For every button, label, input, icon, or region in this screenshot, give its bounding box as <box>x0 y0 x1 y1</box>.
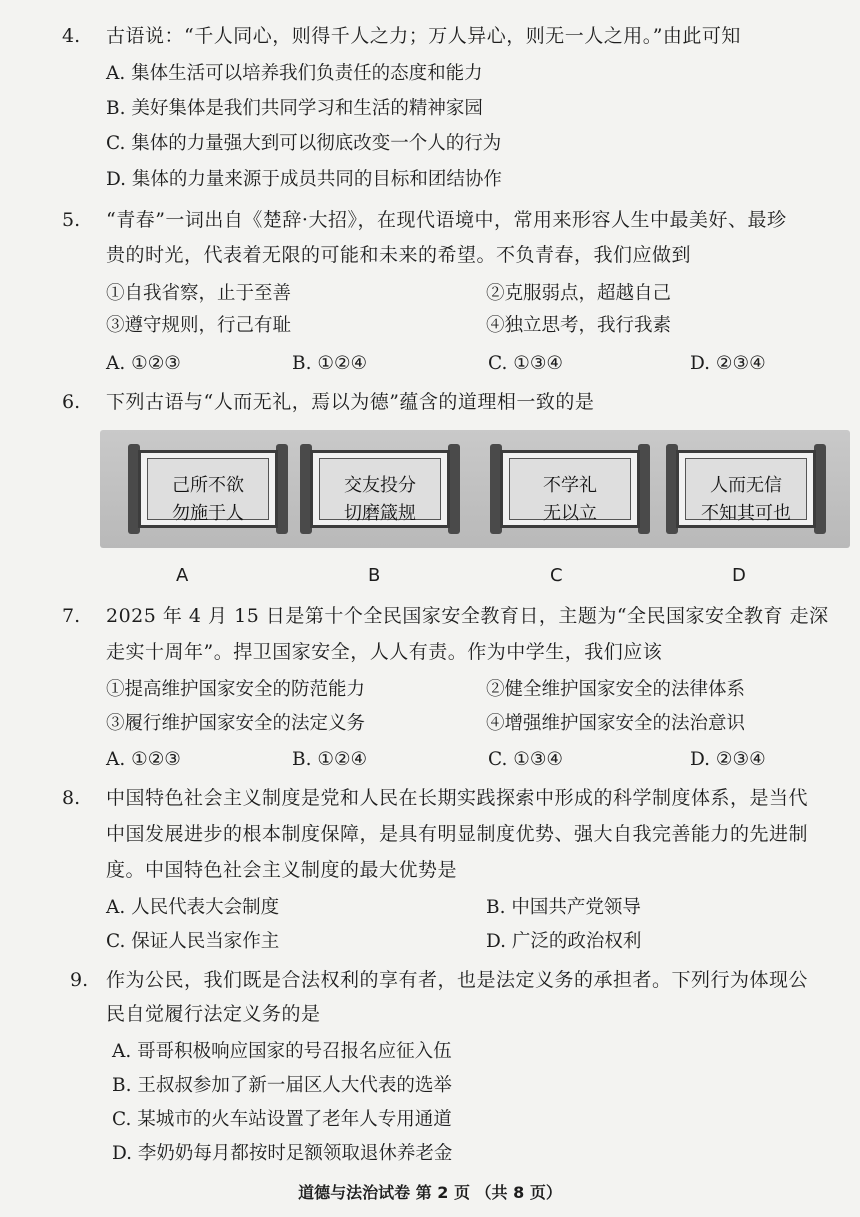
scroll-d-line2: 不知其可也 <box>701 503 791 524</box>
q8-stem-line2: 中国发展进步的根本制度保障，是具有明显制度优势、强大自我完善能力的先进制 <box>106 823 809 845</box>
q5-choice-c: C. ①③④ <box>488 353 564 374</box>
page-footer: 道德与法治试卷 第 2 页 （共 8 页） <box>298 1183 562 1202</box>
scroll-a <box>128 444 288 534</box>
scroll-a-line2: 勿施于人 <box>172 503 244 524</box>
q4-option-c: C. 集体的力量强大到可以彻底改变一个人的行为 <box>106 133 502 154</box>
q8-stem-line3: 度。中国特色社会主义制度的最大优势是 <box>106 859 458 881</box>
q8-choice-d: D. 广泛的政治权利 <box>486 931 642 952</box>
q4-option-d: D. 集体的力量来源于成员共同的目标和团结协作 <box>106 169 502 190</box>
q8-choice-c: C. 保证人民当家作主 <box>106 931 280 952</box>
q7-number: 7. <box>62 605 81 627</box>
scroll-c-line1: 不学礼 <box>543 475 597 496</box>
q5-item-4: ④独立思考，我行我素 <box>486 315 672 336</box>
q7-choice-d: D. ②③④ <box>690 749 766 770</box>
q8-stem-line1: 中国特色社会主义制度是党和人民在长期实践探索中形成的科学制度体系，是当代 <box>106 787 809 809</box>
q4-number: 4. <box>62 25 81 47</box>
q7-stem-line1: 2025 年 4 月 15 日是第十个全民国家安全教育日，主题为“全民国家安全教育 走深 <box>106 605 829 627</box>
q4-stem: 古语说：“千人同心，则得千人之力；万人异心，则无一人之用。”由此可知 <box>106 25 741 47</box>
q7-choice-a: A. ①②③ <box>106 749 181 770</box>
scroll-label-b: B <box>368 565 381 586</box>
scroll-c <box>490 444 650 534</box>
q7-item-4: ④增强维护国家安全的法治意识 <box>486 713 746 734</box>
q7-stem-line2: 走实十周年”。捍卫国家安全，人人有责。作为中学生，我们应该 <box>106 641 663 663</box>
q5-item-1: ①自我省察，止于至善 <box>106 283 292 304</box>
scroll-b-line2: 切磨箴规 <box>344 503 416 524</box>
scroll-label-c: C <box>550 565 563 586</box>
q4-option-a: A. 集体生活可以培养我们负责任的态度和能力 <box>106 63 483 84</box>
q6-number: 6. <box>62 391 81 413</box>
q9-stem-line1: 作为公民，我们既是合法权利的享有者，也是法定义务的承担者。下列行为体现公 <box>106 969 809 991</box>
q5-choice-b: B. ①②④ <box>292 353 368 374</box>
scroll-images-strip <box>100 430 850 548</box>
q9-option-b: B. 王叔叔参加了新一届区人大代表的选举 <box>112 1075 452 1096</box>
q9-number: 9. <box>70 969 89 991</box>
q9-stem-line2: 民自觉履行法定义务的是 <box>106 1003 321 1025</box>
q9-option-c: C. 某城市的火车站设置了老年人专用通道 <box>112 1109 452 1130</box>
scroll-a-line1: 己所不欲 <box>172 475 244 496</box>
q5-choice-d: D. ②③④ <box>690 353 766 374</box>
q9-option-d: D. 李奶奶每月都按时足额领取退休养老金 <box>112 1143 453 1164</box>
scroll-b <box>300 444 460 534</box>
q4-option-b: B. 美好集体是我们共同学习和生活的精神家园 <box>106 98 483 119</box>
scroll-c-line2: 无以立 <box>543 503 597 524</box>
q7-item-3: ③履行维护国家安全的法定义务 <box>106 713 366 734</box>
q8-choice-b: B. 中国共产党领导 <box>486 897 641 918</box>
scroll-label-d: D <box>732 565 746 586</box>
q7-item-2: ②健全维护国家安全的法律体系 <box>486 679 746 700</box>
q7-choice-c: C. ①③④ <box>488 749 564 770</box>
scroll-d <box>666 444 826 534</box>
q5-number: 5. <box>62 209 81 231</box>
scroll-d-line1: 人而无信 <box>710 475 782 496</box>
q7-choice-b: B. ①②④ <box>292 749 368 770</box>
q5-stem-line2: 贵的时光，代表着无限的可能和未来的希望。不负青春，我们应做到 <box>106 244 692 266</box>
q6-stem: 下列古语与“人而无礼，焉以为德”蕴含的道理相一致的是 <box>106 391 595 413</box>
scroll-b-line1: 交友投分 <box>344 475 416 496</box>
q5-item-3: ③遵守规则，行己有耻 <box>106 315 292 336</box>
q8-number: 8. <box>62 787 81 809</box>
q5-choice-a: A. ①②③ <box>106 353 181 374</box>
q8-choice-a: A. 人民代表大会制度 <box>106 897 280 918</box>
q7-item-1: ①提高维护国家安全的防范能力 <box>106 679 366 700</box>
q5-item-2: ②克服弱点，超越自己 <box>486 283 672 304</box>
q9-option-a: A. 哥哥积极响应国家的号召报名应征入伍 <box>112 1041 452 1062</box>
scroll-label-a: A <box>176 565 189 586</box>
q5-stem-line1: “青春”一词出自《楚辞·大招》，在现代语境中，常用来形容人生中最美好、最珍 <box>106 209 787 231</box>
